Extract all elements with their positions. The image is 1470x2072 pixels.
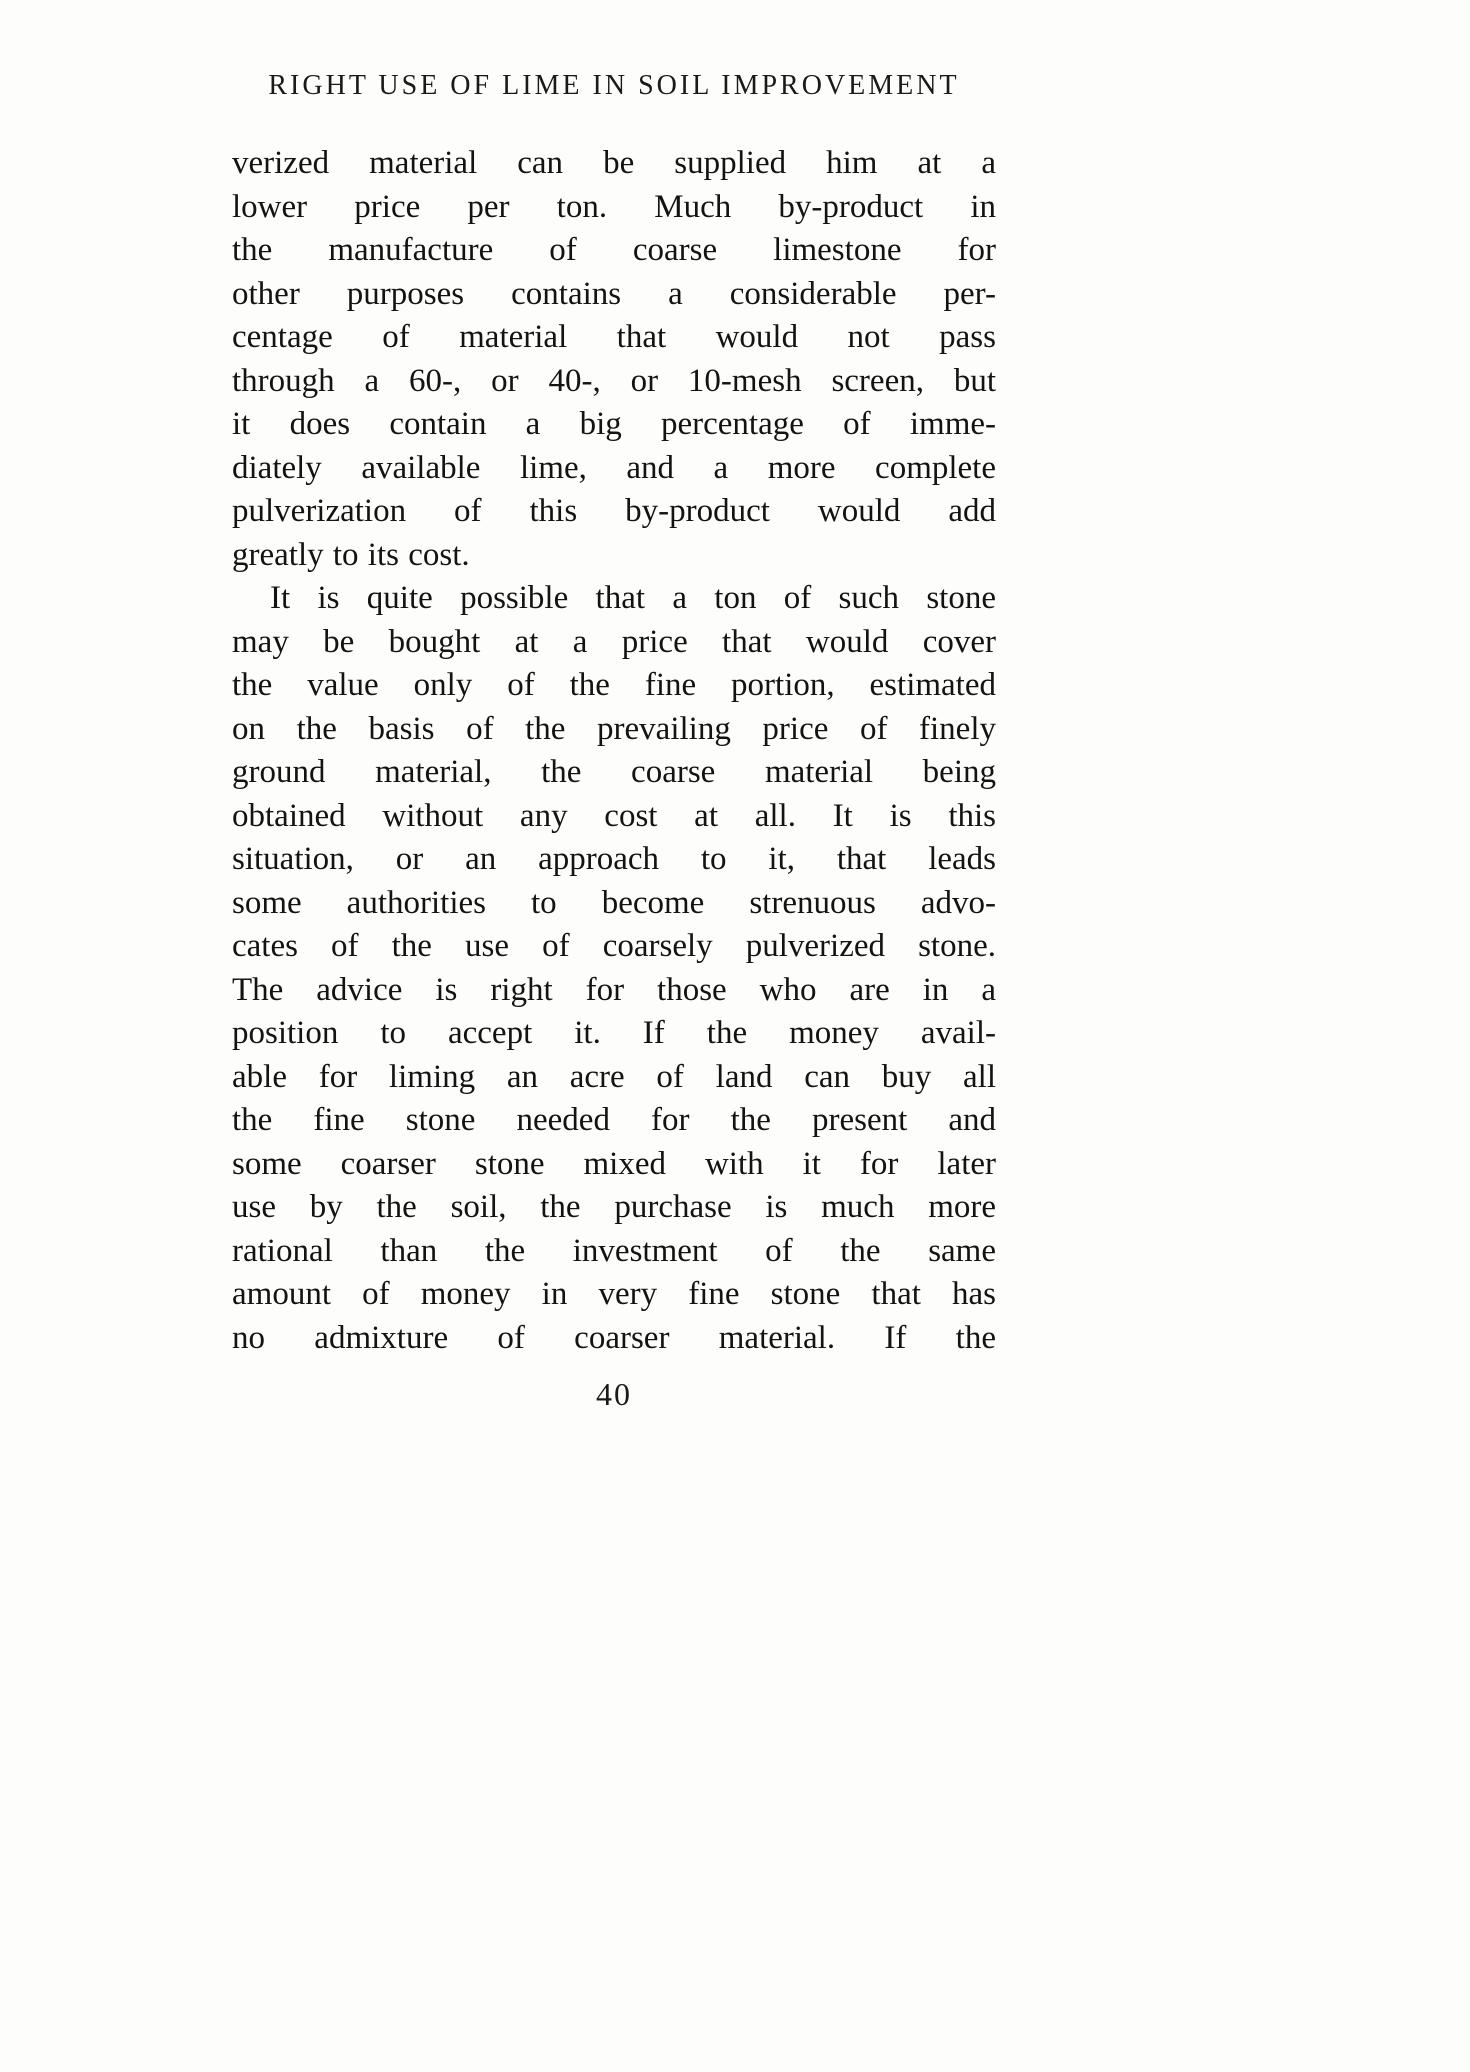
paragraph-2	[232, 577, 996, 1360]
text-line: cates of the use of coarsely pulverized stone.	[232, 928, 996, 964]
text-line: lower price per ton. Much by-product in	[232, 188, 996, 225]
text-line: verized material can be supplied him at a	[232, 145, 996, 181]
text-line: rational than the investment of the same	[232, 1232, 996, 1269]
text-line: it does contain a big percentage of imme-	[232, 406, 996, 442]
text-line: The advice is right for those who are in a	[232, 971, 996, 1008]
text-line: It is quite possible that a ton of such stone	[270, 580, 996, 616]
text-line: on the basis of the prevailing price of finely	[232, 710, 996, 747]
text-line: position to accept it. If the money avail-	[232, 1015, 996, 1051]
body-text	[232, 142, 996, 1360]
text-line: pulverization of this by-product would add	[232, 493, 996, 529]
text-line: the value only of the fine portion, estimated	[232, 667, 996, 703]
text-line: diately available lime, and a more complete	[232, 449, 996, 486]
paragraph-1	[232, 142, 996, 577]
text-line: through a 60-, or 40-, or 10-mesh screen, but	[232, 362, 996, 399]
text-line: some authorities to become strenuous advo-	[232, 884, 996, 921]
running-head: RIGHT USE OF LIME IN SOIL IMPROVEMENT	[268, 70, 960, 101]
text-line: some coarser stone mixed with it for later	[232, 1145, 996, 1182]
text-line: amount of money in very fine stone that has	[232, 1276, 996, 1312]
text-line: ground material, the coarse material being	[232, 754, 996, 790]
page-number: 40	[596, 1376, 632, 1412]
text-line: other purposes contains a considerable per-	[232, 275, 996, 312]
text-line: the manufacture of coarse limestone for	[232, 232, 996, 268]
text-line: greatly to its cost.	[232, 536, 470, 573]
text-line: use by the soil, the purchase is much more	[232, 1189, 996, 1225]
text-line: the fine stone needed for the present and	[232, 1102, 996, 1138]
text-line: able for liming an acre of land can buy all	[232, 1058, 996, 1095]
text-line: obtained without any cost at all. It is this	[232, 797, 996, 834]
text-line: may be bought at a price that would cover	[232, 623, 996, 660]
text-column	[232, 70, 996, 1413]
text-line: situation, or an approach to it, that leads	[232, 841, 996, 877]
text-line: no admixture of coarser material. If the	[232, 1319, 996, 1356]
text-line: centage of material that would not pass	[232, 319, 996, 355]
